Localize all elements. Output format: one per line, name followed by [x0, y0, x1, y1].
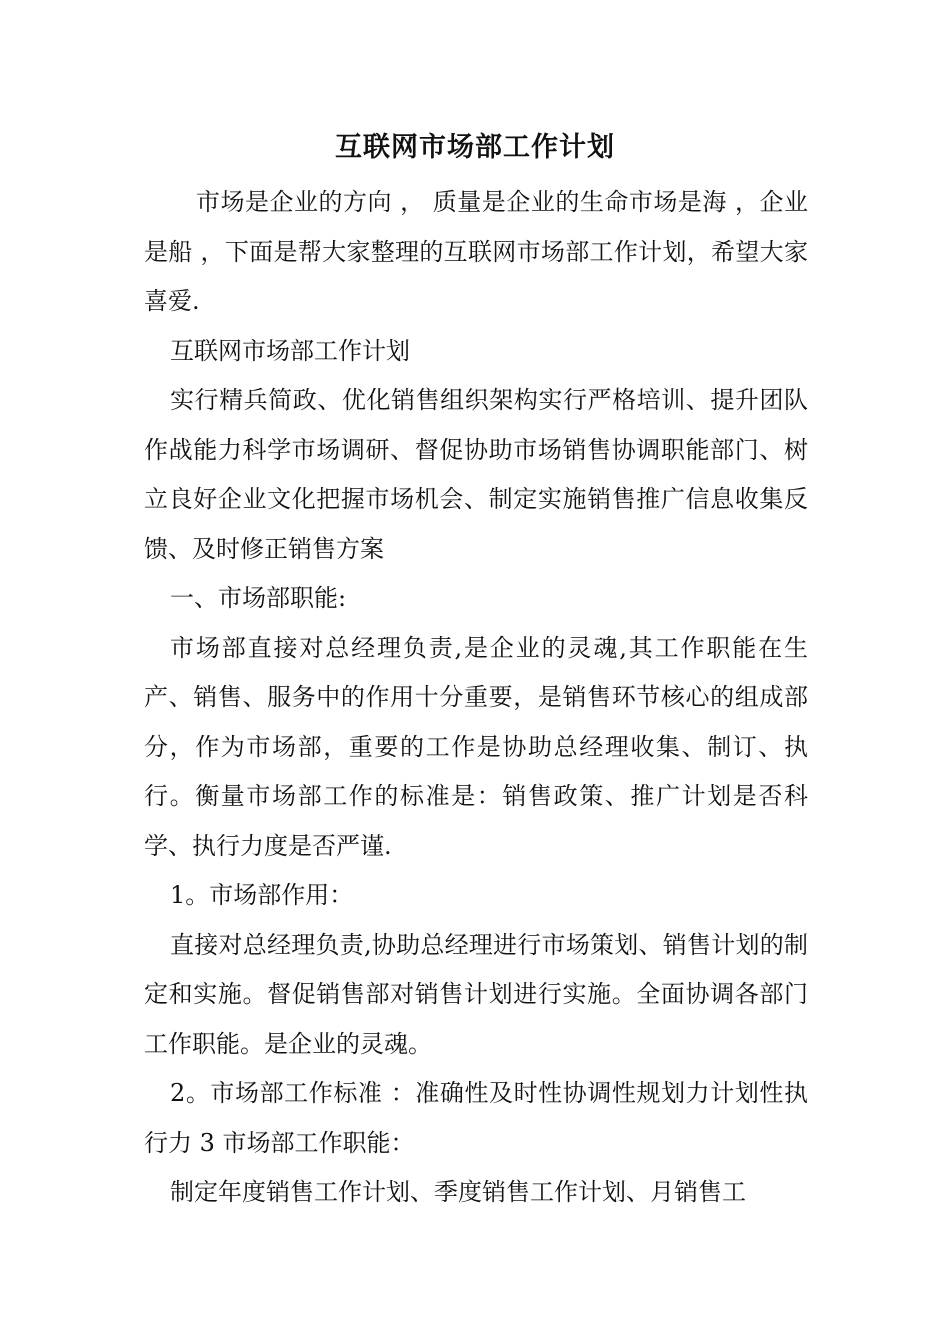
- duties-paragraph: 制定年度销售工作计划、季度销售工作计划、月销售工: [170, 1178, 746, 1206]
- section-heading-functions: 一、市场部职能:: [170, 584, 347, 612]
- summary-paragraph: 实行精兵简政、优化销售组织架构实行严格培训、提升团队作战能力科学市场调研、督促协助市场销售协调职能部门、树立良好企业文化把握市场机会、制定实施销售推广信息收集反馈、及时修正销售方案: [144, 386, 808, 563]
- document-title: 互联网市场部工作计划: [335, 132, 615, 163]
- standards-paragraph: 2。市场部工作标准 ：准确性及时性协调性规划力计划性执行力 3 市场部工作职能：: [144, 1079, 808, 1157]
- role-paragraph: 直接对总经理负责,协助总经理进行市场策划、销售计划的制定和实施。督促销售部对销售计划进行实施。全面协调各部门工作职能。是企业的灵魂。: [144, 930, 808, 1058]
- intro-paragraph: 市场是企业的方向 ， 质量是企业的生命市场是海 ，企业是船 ，下面是帮大家整理的互联网市场部工作计划，希望大家喜爱.: [144, 188, 808, 315]
- subtitle-paragraph: 互联网市场部工作计划: [170, 336, 410, 365]
- document-body: [144, 178, 808, 1218]
- functions-paragraph: 市场部直接对总经理负责,是企业的灵魂,其工作职能在生产、销售、服务中的作用十分重要，是销售环节核心的组成部分，作为市场部，重要的工作是协助总经理收集、制订、执行。衡量市场部工作的标准是：销售政策、推广计划是否科学、执行力度是否严谨.: [144, 633, 808, 860]
- section-heading-role: 1。市场部作用：: [170, 881, 354, 909]
